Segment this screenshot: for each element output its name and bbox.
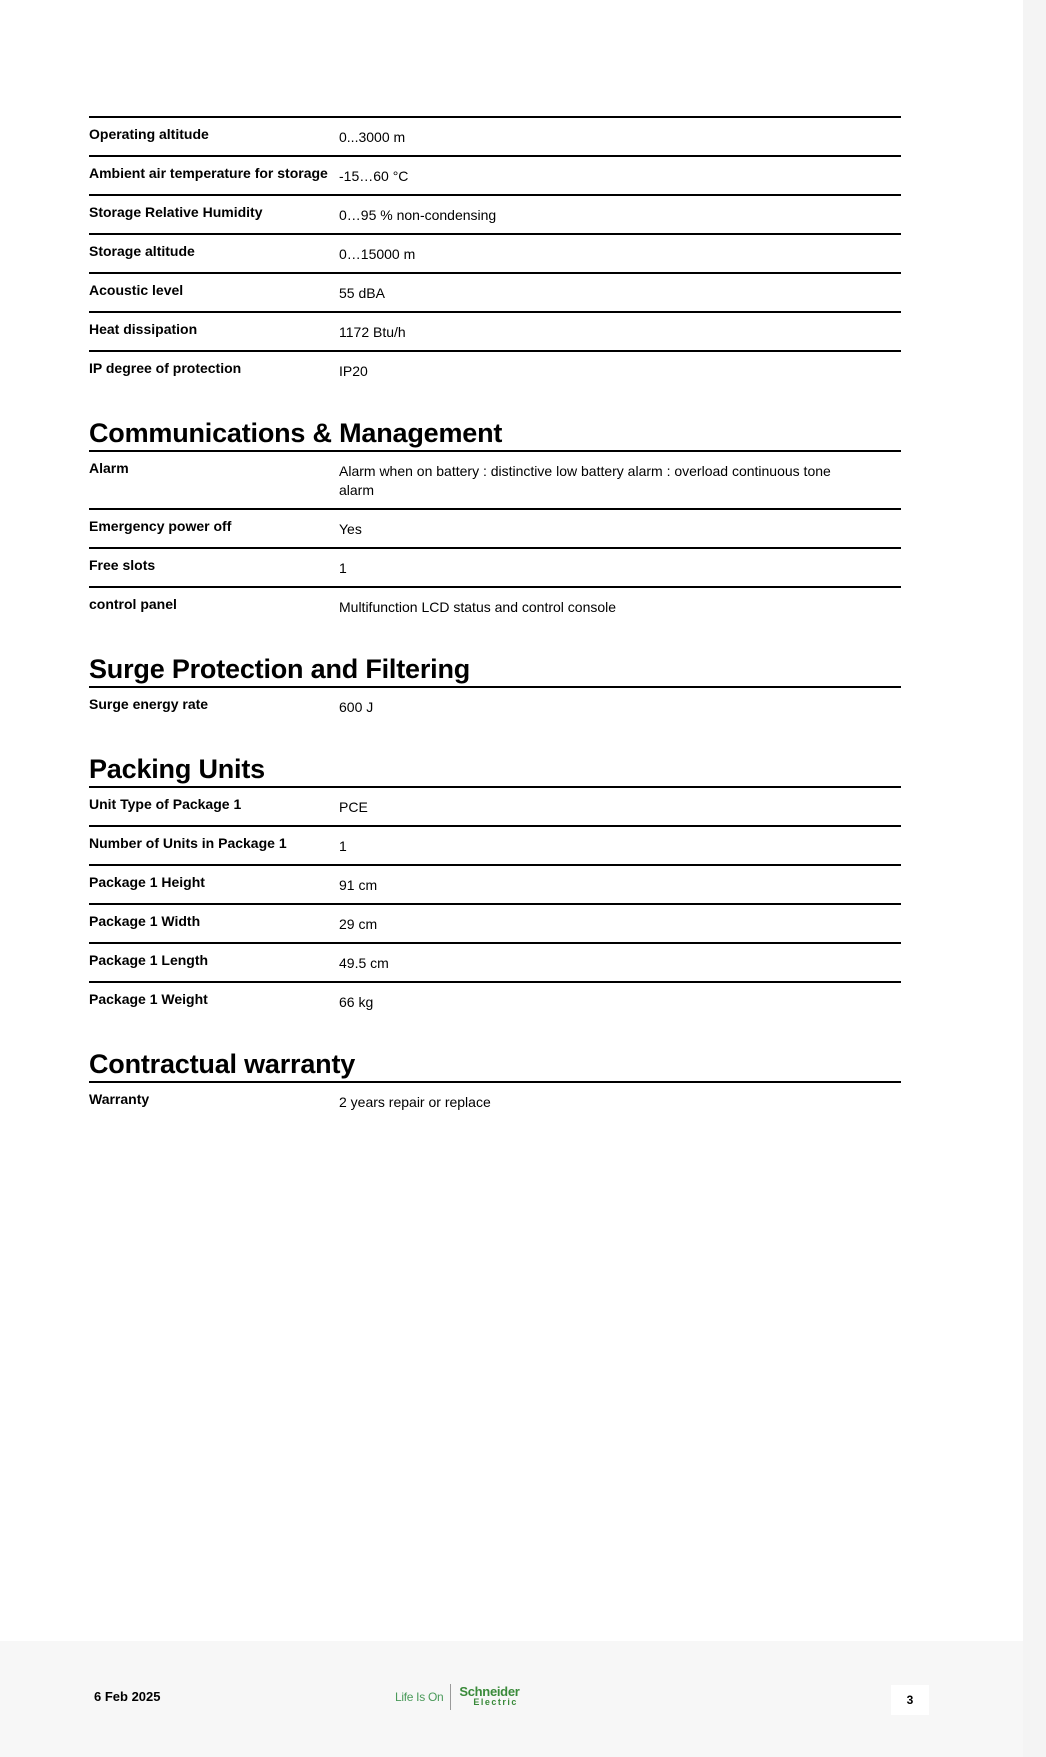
spec-label: Ambient air temperature for storage — [89, 165, 328, 181]
spec-label: Unit Type of Package 1 — [89, 796, 242, 812]
spec-value: 1 — [339, 838, 347, 854]
spec-label: Package 1 Height — [89, 874, 205, 890]
packing-table — [89, 786, 901, 1020]
brand-name: Schneider — [459, 1684, 520, 1699]
table-row — [89, 549, 901, 588]
section-title-packing: Packing Units — [89, 754, 265, 784]
table-row — [89, 452, 901, 510]
spec-label: Acoustic level — [89, 282, 184, 298]
surge-table — [89, 686, 901, 725]
section-title-communications: Communications & Management — [89, 418, 503, 448]
spec-value: 0…95 % non-condensing — [339, 207, 497, 223]
warranty-table — [89, 1081, 901, 1120]
table-row — [89, 944, 901, 983]
schneider-electric-logo — [395, 1684, 520, 1710]
spec-value: -15…60 °C — [339, 168, 409, 184]
spec-value: 91 cm — [339, 877, 378, 893]
spec-value: Alarm when on battery : distinctive low battery alarm : overload continuous tone alarm — [339, 463, 831, 498]
section-title-surge: Surge Protection and Filtering — [89, 654, 471, 684]
spec-label: Surge energy rate — [89, 696, 209, 712]
table-row — [89, 510, 901, 549]
spec-label: Operating altitude — [89, 126, 209, 142]
spec-value: IP20 — [339, 363, 368, 379]
spec-label: Warranty — [89, 1091, 150, 1107]
spec-value: Yes — [339, 521, 362, 537]
spec-value: 49.5 cm — [339, 955, 389, 971]
spec-value: 55 dBA — [339, 285, 385, 301]
spec-label: control panel — [89, 596, 177, 612]
spec-label: Package 1 Weight — [89, 991, 208, 1007]
table-row — [89, 352, 901, 389]
table-row — [89, 274, 901, 313]
tagline: Life Is On — [395, 1690, 444, 1704]
spec-label: Emergency power off — [89, 518, 232, 534]
spec-value: 29 cm — [339, 916, 378, 932]
table-row — [89, 688, 901, 725]
spec-value: 66 kg — [339, 994, 374, 1010]
spec-label: Storage altitude — [89, 243, 195, 259]
table-row — [89, 788, 901, 827]
spec-value: 2 years repair or replace — [339, 1094, 491, 1110]
table-row — [89, 196, 901, 235]
spec-label: Package 1 Length — [89, 952, 209, 968]
page-number: 3 — [891, 1685, 929, 1715]
spec-label: Package 1 Width — [89, 913, 201, 929]
spec-label: Heat dissipation — [89, 321, 198, 337]
spec-label: IP degree of protection — [89, 360, 242, 376]
spec-value: 1172 Btu/h — [339, 324, 406, 340]
table-row — [89, 157, 901, 196]
table-row — [89, 1083, 901, 1120]
environment-table — [89, 116, 901, 389]
table-row — [89, 905, 901, 944]
page-edge — [1023, 0, 1046, 1757]
brand-wordmark — [459, 1684, 520, 1707]
spec-value: 600 J — [339, 699, 374, 715]
spec-label: Storage Relative Humidity — [89, 204, 263, 220]
table-row — [89, 983, 901, 1020]
table-row — [89, 866, 901, 905]
table-row — [89, 827, 901, 866]
spec-label: Alarm — [89, 460, 129, 476]
datasheet-content — [89, 116, 901, 1120]
footer-date: 6 Feb 2025 — [94, 1689, 161, 1704]
spec-value: 0...3000 m — [339, 129, 406, 145]
spec-value: Multifunction LCD status and control console — [339, 599, 617, 615]
table-row — [89, 235, 901, 274]
spec-label: Number of Units in Package 1 — [89, 835, 287, 851]
page-footer — [0, 1641, 1023, 1757]
table-row — [89, 588, 901, 625]
table-row — [89, 118, 901, 157]
spec-value: PCE — [339, 799, 368, 815]
spec-value: 1 — [339, 560, 347, 576]
section-title-warranty: Contractual warranty — [89, 1049, 356, 1079]
logo-divider — [450, 1684, 451, 1710]
brand-sub: Electric — [473, 1697, 518, 1707]
spec-value: 0…15000 m — [339, 246, 416, 262]
communications-table — [89, 450, 901, 625]
table-row — [89, 313, 901, 352]
spec-label: Free slots — [89, 557, 156, 573]
